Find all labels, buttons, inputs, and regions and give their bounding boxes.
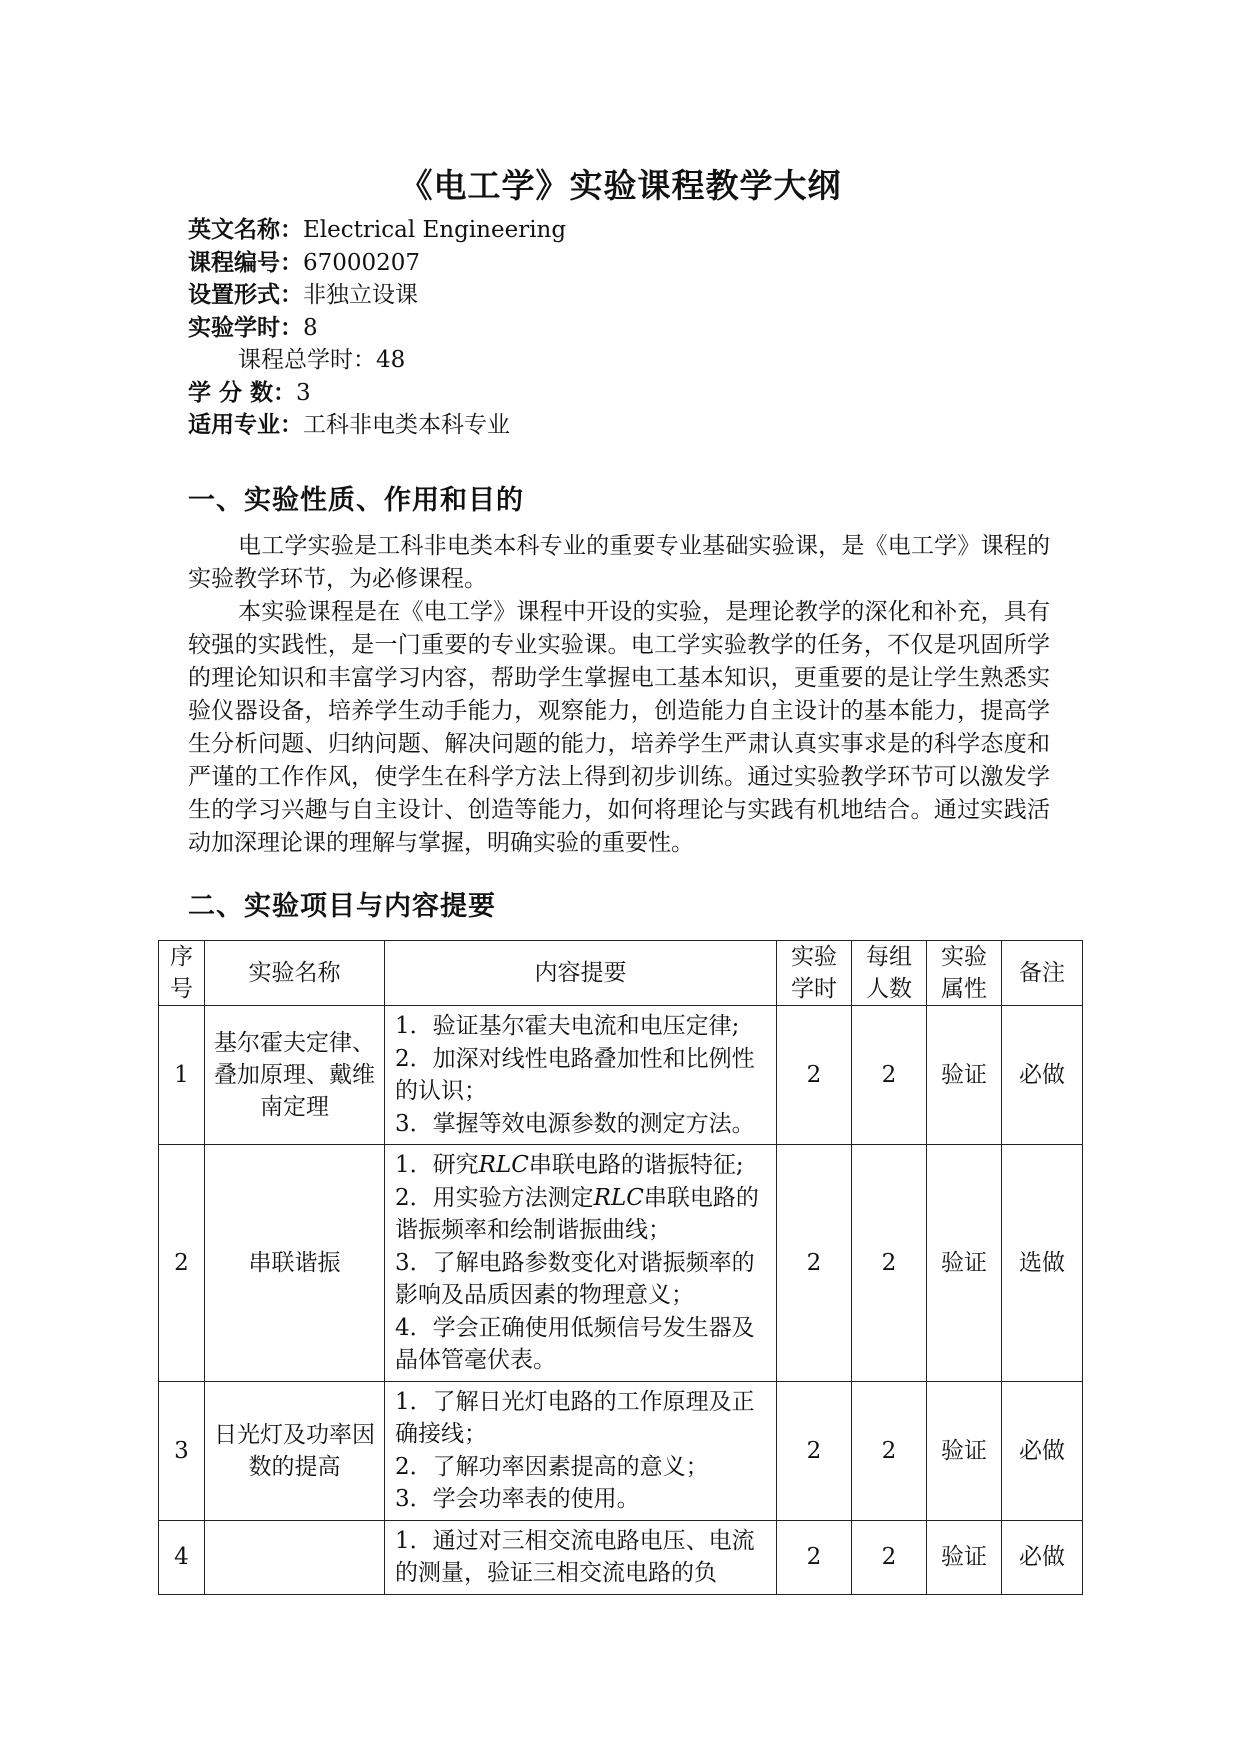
- cell-hours: 2: [777, 1381, 852, 1520]
- cell-note: 必做: [1002, 1520, 1083, 1594]
- header-note: 备注: [1002, 941, 1083, 1006]
- cell-content: [385, 1006, 777, 1145]
- content-line: 3．了解电路参数变化对谐振频率的影响及品质因素的物理意义；: [395, 1249, 755, 1308]
- cell-no: 3: [159, 1381, 205, 1520]
- cell-content: [385, 1381, 777, 1520]
- cell-type: 验证: [927, 1381, 1002, 1520]
- content-line: 2．了解功率因素提高的意义；: [395, 1453, 709, 1480]
- document-title: 《电工学》实验课程教学大纲: [399, 166, 842, 205]
- table-row: [159, 1381, 1083, 1520]
- content-line: 1．通过对三相交流电路电压、电流的测量，验证三相交流电路的负: [395, 1527, 755, 1586]
- section-purpose-body: [188, 530, 1050, 860]
- cell-hours: 2: [777, 1520, 852, 1594]
- meta-total-hours: 课程总学时：48: [238, 347, 406, 373]
- paragraph: 电工学实验是工科非电类本科专业的重要专业基础实验课，是《电工学》课程的实验教学环节，为必修课程。: [188, 533, 1050, 592]
- header-no: 序号: [159, 941, 205, 1006]
- meta-credits: 学 分 数：3: [188, 378, 311, 406]
- header-group: 每组人数: [852, 941, 927, 1006]
- table-header-row: [159, 941, 1083, 1006]
- section-heading-purpose: 一、实验性质、作用和目的: [188, 485, 524, 516]
- cell-content: [385, 1145, 777, 1382]
- cell-group: 2: [852, 1006, 927, 1145]
- cell-note: 选做: [1002, 1145, 1083, 1382]
- content-line: 1．研究RLC串联电路的谐振特征;: [395, 1152, 744, 1178]
- section-heading-projects: 二、实验项目与内容提要: [188, 891, 496, 922]
- content-line: 3．学会功率表的使用。: [395, 1486, 640, 1512]
- content-line: 4．学会正确使用低频信号发生器及晶体管毫伏表。: [395, 1314, 755, 1373]
- content-line: 1．验证基尔霍夫电流和电压定律;: [395, 1013, 740, 1039]
- content-line: 2．加深对线性电路叠加性和比例性的认识；: [395, 1045, 755, 1104]
- cell-hours: 2: [777, 1006, 852, 1145]
- meta-lab-hours: 实验学时：8: [188, 313, 318, 341]
- cell-name: [205, 1520, 385, 1594]
- cell-name: 日光灯及功率因数的提高: [205, 1381, 385, 1520]
- cell-no: 2: [159, 1145, 205, 1382]
- header-type: 实验属性: [927, 941, 1002, 1006]
- meta-setup-form: 设置形式：非独立设课: [188, 281, 418, 308]
- course-meta: [188, 214, 566, 442]
- table-row: [159, 1145, 1083, 1382]
- content-line: 1．了解日光灯电路的工作原理及正确接线；: [395, 1388, 755, 1447]
- header-content: 内容提要: [385, 941, 777, 1006]
- cell-group: 2: [852, 1145, 927, 1382]
- cell-type: 验证: [927, 1145, 1002, 1382]
- table-row: [159, 1006, 1083, 1145]
- cell-name: 基尔霍夫定律、叠加原理、戴维南定理: [205, 1006, 385, 1145]
- cell-no: 1: [159, 1006, 205, 1145]
- cell-type: 验证: [927, 1006, 1002, 1145]
- cell-note: 必做: [1002, 1006, 1083, 1145]
- content-line: 3．掌握等效电源参数的测定方法。: [395, 1110, 755, 1137]
- meta-majors: 适用专业：工科非电类本科专业: [188, 411, 510, 438]
- cell-hours: 2: [777, 1145, 852, 1382]
- cell-note: 必做: [1002, 1381, 1083, 1520]
- content-line: 2．用实验方法测定RLC串联电路的谐振频率和绘制谐振曲线；: [395, 1184, 759, 1243]
- cell-group: 2: [852, 1381, 927, 1520]
- cell-no: 4: [159, 1520, 205, 1594]
- table-row: [159, 1520, 1083, 1594]
- header-name: 实验名称: [205, 941, 385, 1006]
- cell-type: 验证: [927, 1520, 1002, 1594]
- meta-english-name: 英文名称：Electrical Engineering: [188, 216, 567, 243]
- cell-name: 串联谐振: [205, 1145, 385, 1382]
- cell-content: [385, 1520, 777, 1594]
- experiments-table: [158, 940, 1083, 1595]
- cell-group: 2: [852, 1520, 927, 1594]
- header-hours: 实验学时: [777, 941, 852, 1006]
- paragraph: 本实验课程是在《电工学》课程中开设的实验，是理论教学的深化和补充，具有较强的实践性，是一门重要的专业实验课。电工学实验教学的任务，不仅是巩固所学的理论知识和丰富学习内容，帮助学生掌握电工基本知识，更重要的是让学生熟悉实验仪器设备，培养学生动手能力，观察能力，创造能力自主设计的基本能力，提高学生分析问题、归纳问题、解决问题的能力，培养学生严肃认真实事求是的科学态度和严谨的工作作风，使学生在科学方法上得到初步训练。通过实验教学环节可以激发学生的学习兴趣与自主设计、创造等能力，如何将理论与实践有机地结合。通过实践活动加深理论课的理解与掌握，明确实验的重要性。: [188, 599, 1050, 856]
- meta-course-code: 课程编号：67000207: [188, 248, 421, 276]
